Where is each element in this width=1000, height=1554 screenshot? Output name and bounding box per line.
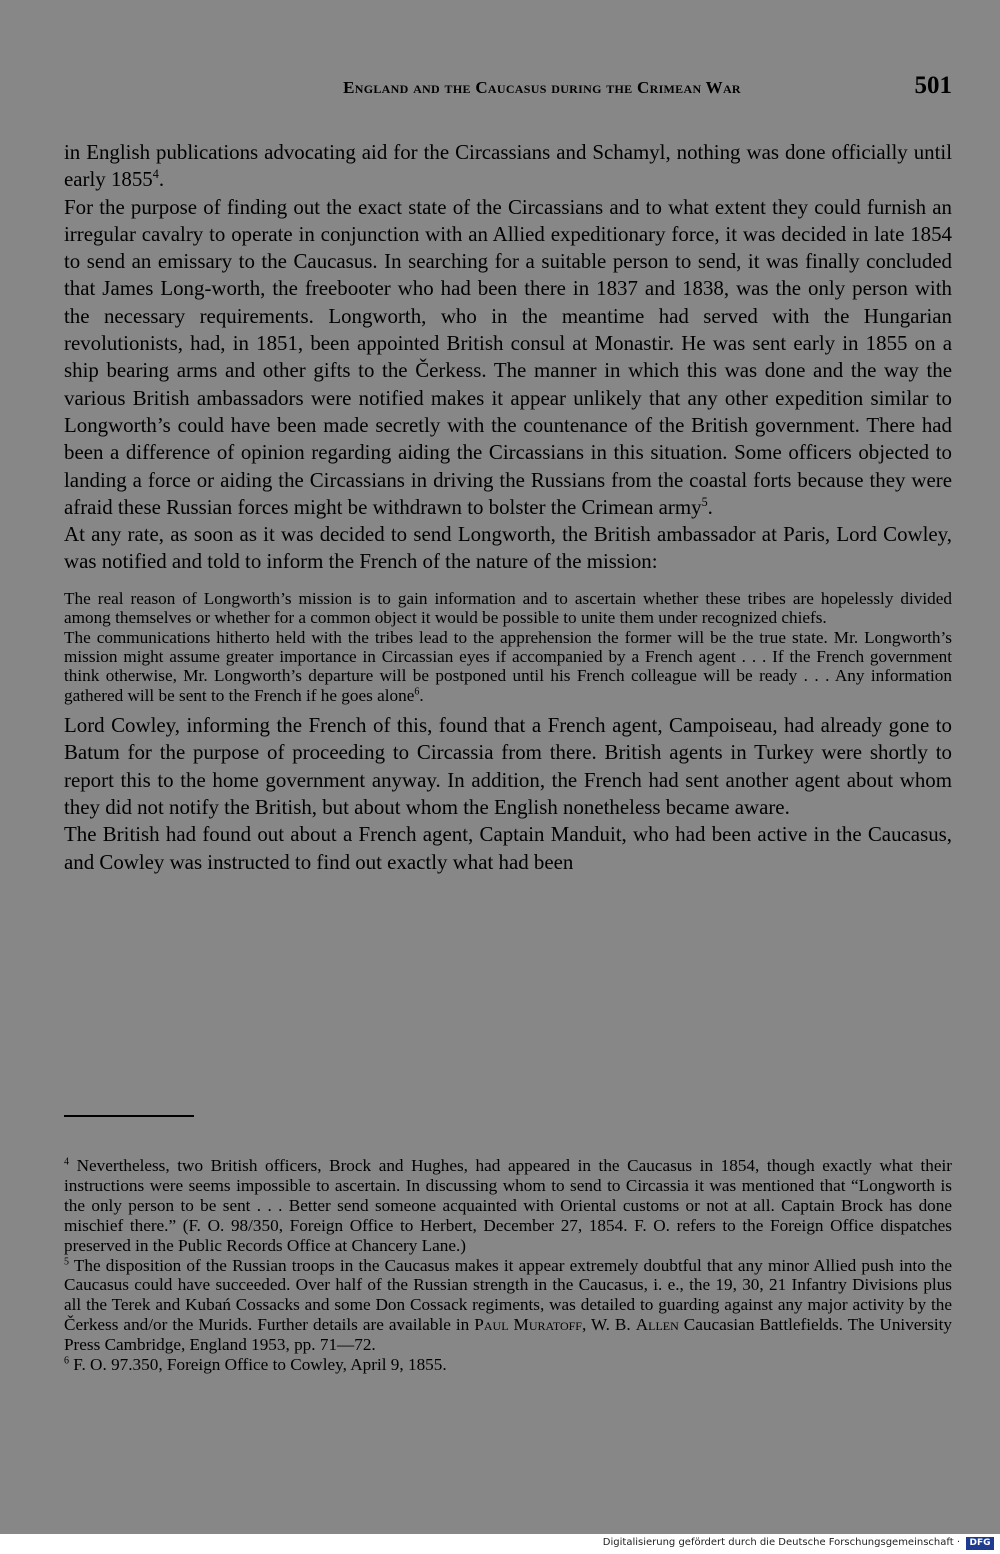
- quote-paragraph-2: [64, 628, 952, 706]
- footnote-5-text-b: Caucasian Battlefields. The University Press Cambridge, England 1953, pp. 71—72.: [64, 1315, 952, 1355]
- footnote-5: [64, 1256, 952, 1356]
- footnote-4-text: Nevertheless, two British officers, Brock and Hughes, had appeared in the Caucasus in 1854, though exactly what their instructions were seems impossible to ascertain. In discussing whom to send to Circassia it was mentioned that “Longworth is the only person to be sent . . . Better send someone acquainted with Oriental customs or not at all. Captain Brock has done mischief there.” (F. O. 98/350, Foreign Office to Herbert, December 27, 1854. F. O. refers to the Foreign Office dispatches preserved in the Public Records Office at Chancery Lane.): [64, 1156, 952, 1255]
- paragraph-3: At any rate, as soon as it was decided to send Longworth, the British ambassador at Paris, Lord Cowley, was notified and told to inform the French of the nature of the mission:: [64, 522, 952, 574]
- paragraph-2: [64, 194, 952, 522]
- dfg-logo-icon: DFG: [966, 1537, 994, 1550]
- running-title: England and the Caucasus during the Crimean War: [343, 78, 741, 97]
- footnote-6-number: 6: [64, 1355, 69, 1367]
- footnote-5-author-2: Allen: [635, 1315, 679, 1335]
- paragraph-1-end: .: [158, 167, 165, 192]
- funding-credit: Digitalisierung gefördert durch die Deutsche Forschungsgemeinschaft ·: [602, 1537, 960, 1548]
- block-quote: [64, 589, 952, 705]
- footnote-5-text-mid: , W. B.: [581, 1315, 636, 1335]
- paragraph-4: Lord Cowley, informing the French of this, found that a French agent, Campoiseau, had already gone to Batum for the purpose of proceeding to Circassia from there. British agents in Turkey were shortly to report this to the home government anyway. In addition, the French had sent another agent about whom they did not notify the British, but about whom the English nonetheless became aware.: [64, 713, 952, 820]
- footnote-ref-6: 6: [414, 686, 420, 698]
- footnote-5-text-a: The disposition of the Russian troops in the Caucasus makes it appear extremely doubtful that any minor Allied push into the Caucasus could have succeeded. Over half of the Russian strength in the Caucasus, i. e., the 19, 30, 21 Infantry Divisions plus all the Terek and Kubań Cossacks and some Don Cossack regiments, was detailed to guarding against any major activity by the Čerkess and/or the Murids. Further details are available in: [64, 1255, 952, 1335]
- quote-paragraph-2-end: .: [419, 685, 424, 705]
- footnote-5-author-1: Paul Muratoff: [474, 1315, 582, 1335]
- footnote-6: [64, 1355, 952, 1375]
- footnote-4: [64, 1156, 952, 1256]
- main-text: [64, 139, 952, 876]
- footnotes: [64, 1156, 952, 1375]
- footnote-5-number: 5: [64, 1255, 69, 1267]
- footnote-rule: [64, 1115, 194, 1117]
- footnote-6-text: F. O. 97.350, Foreign Office to Cowley, April 9, 1855.: [68, 1355, 447, 1375]
- page-number: 501: [914, 72, 952, 99]
- quote-paragraph-1: The real reason of Longworth’s mission is to gain information and to ascertain whether these tribes are hopelessly divided among themselves or whether for a common object it would be possible to unite them under recognized chiefs.: [64, 588, 952, 628]
- paragraph-1: [64, 139, 952, 194]
- quote-paragraph-2-text: The communications hitherto held with the tribes lead to the apprehension the former will be the true state. Mr. Longworth’s mission might assume greater importance in Circassian eyes if accompanied by a French agent . . . If the French government think otherwise, Mr. Longworth’s departure will be postponed until his French colleague will be ready . . . Any information gathered will be sent to the French if he goes alone: [64, 627, 952, 705]
- footnote-ref-5: 5: [701, 494, 708, 509]
- footnote-ref-4: 4: [152, 167, 159, 182]
- paragraph-1-text: in English publications advocating aid for the Circassians and Schamyl, nothing was done officially until early 1855: [64, 140, 952, 192]
- footnote-4-number: 4: [64, 1156, 69, 1168]
- paragraph-2-text: For the purpose of finding out the exact state of the Circassians and to what extent they could furnish an irregular cavalry to operate in conjunction with an Allied expeditionary force, it was decided in late 1854 to send an emissary to the Caucasus. In searching for a suitable person to send, it was finally concluded that James Long-worth, the freebooter who had been there in 1837 and 1838, was the only person with the necessary requirements. Longworth, who in the meantime had served with the Hungarian revolutionists, had, in 1851, been appointed British consul at Monastir. He was sent early in 1855 on a ship bearing arms and other gifts to the Čerkess. The manner in which this was done and the way the various British ambassadors were notified makes it appear unlikely that any other expedition similar to Longworth’s could have been made secretly with the countenance of the British government. There had been a difference of opinion regarding aiding the Circassians in this situation. Some officers objected to landing a force or aiding the Circassians in driving the Russians from the coastal forts because they were afraid these Russian forces might be withdrawn to bolster the Crimean army: [64, 194, 952, 519]
- digitization-footer: [0, 1534, 1000, 1554]
- paragraph-5: The British had found out about a French agent, Captain Manduit, who had been active in the Caucasus, and Cowley was instructed to find out exactly what had been: [64, 822, 952, 874]
- paragraph-2-end: .: [707, 494, 713, 519]
- page-header: [62, 72, 952, 108]
